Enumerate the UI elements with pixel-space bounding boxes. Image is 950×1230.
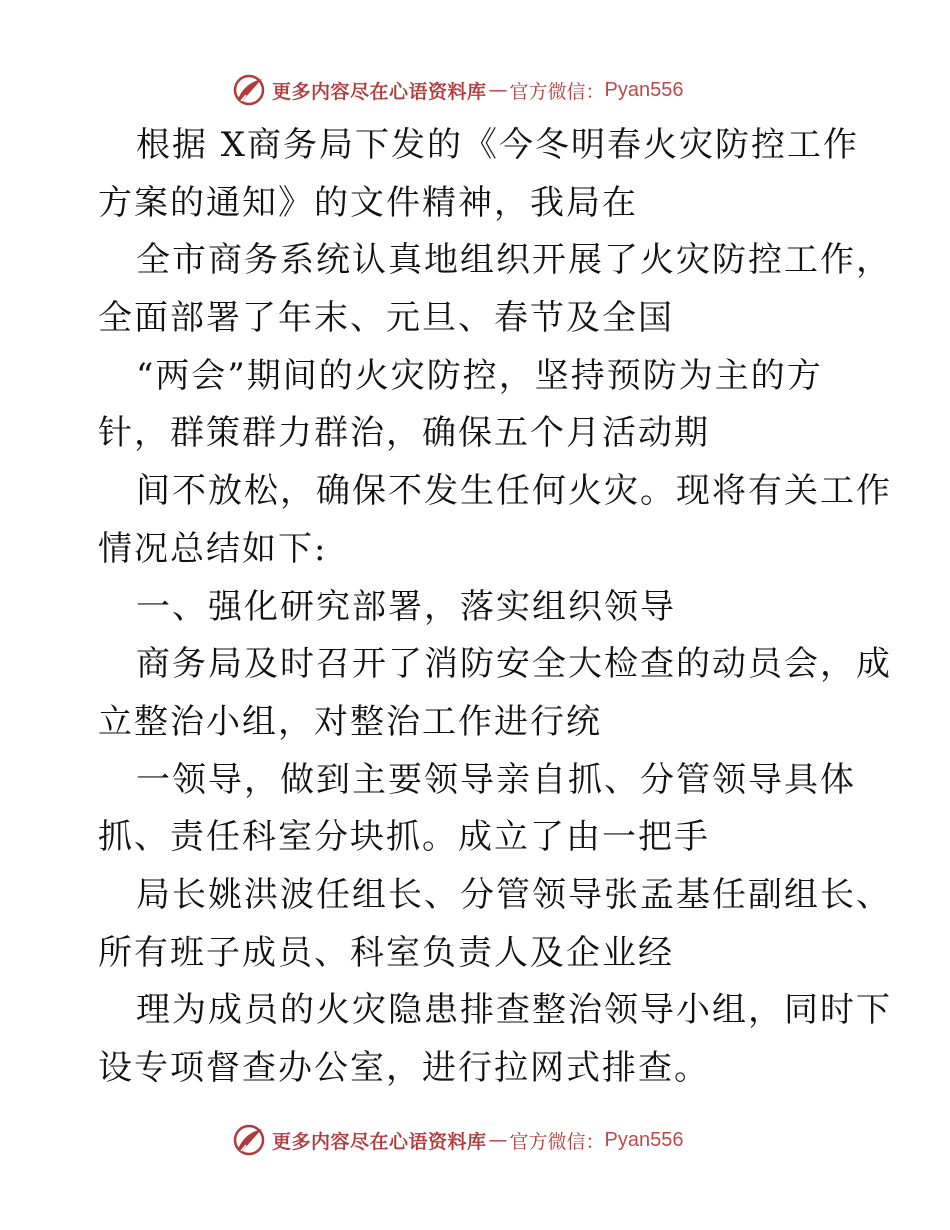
text-line: 设专项督查办公室，进行拉网式排查。 (98, 1048, 710, 1088)
section-heading: 一、强化研究部署，落实组织领导 (136, 586, 676, 627)
text-line: 针，群策群力群治，确保五个月活动期 (98, 413, 710, 454)
banner-wechat-label: 官方微信： (509, 1130, 605, 1153)
text-line: 全市商务系统认真地组织开展了火灾防控工作， (136, 240, 892, 281)
text-line: 理为成员的火灾隐患排查整治领导小组，同时下 (136, 990, 892, 1031)
text-line: 一领导，做到主要领导亲自抓、分管领导具体 (136, 759, 856, 800)
banner-wechat-id: Pyan556 (604, 78, 684, 101)
text-line: 商务局及时召开了消防安全大检查的动员会，成 (136, 644, 892, 685)
text-line: 情况总结如下: (98, 528, 328, 569)
pen-logo-icon (232, 1123, 266, 1157)
banner-wechat-label: 官方微信： (509, 80, 605, 103)
text-line: 所有班子成员、科室负责人及企业经 (98, 932, 674, 973)
banner-separator: — (488, 1129, 508, 1151)
banner-slogan: 更多内容尽在心语资料库 (272, 1130, 487, 1153)
text-line: 方案的通知》的文件精神，我局在 (98, 182, 638, 223)
text-line: 抓、责任科室分块抓。成立了由一把手 (98, 817, 710, 858)
banner-separator: — (488, 79, 508, 101)
document-body (98, 117, 892, 1098)
text-line: 全面部署了年末、元旦、春节及全国 (98, 298, 674, 339)
banner-slogan: 更多内容尽在心语资料库 (272, 80, 487, 103)
text-line: 根据 X商务局下发的《今冬明春火灾防控工作 (136, 125, 860, 165)
header-watermark-banner (232, 70, 752, 110)
footer-watermark-banner (232, 1120, 752, 1160)
banner-wechat-id: Pyan556 (604, 1128, 684, 1151)
text-line: “两会”期间的火灾防控，坚持预防为主的方 (136, 355, 823, 396)
text-line: 立整治小组，对整治工作进行统 (98, 701, 602, 742)
text-line: 间不放松，确保不发生任何火灾。现将有关工作 (136, 471, 892, 512)
pen-logo-icon (232, 73, 266, 107)
text-line: 局长姚洪波任组长、分管领导张孟基任副组长、 (136, 874, 892, 915)
